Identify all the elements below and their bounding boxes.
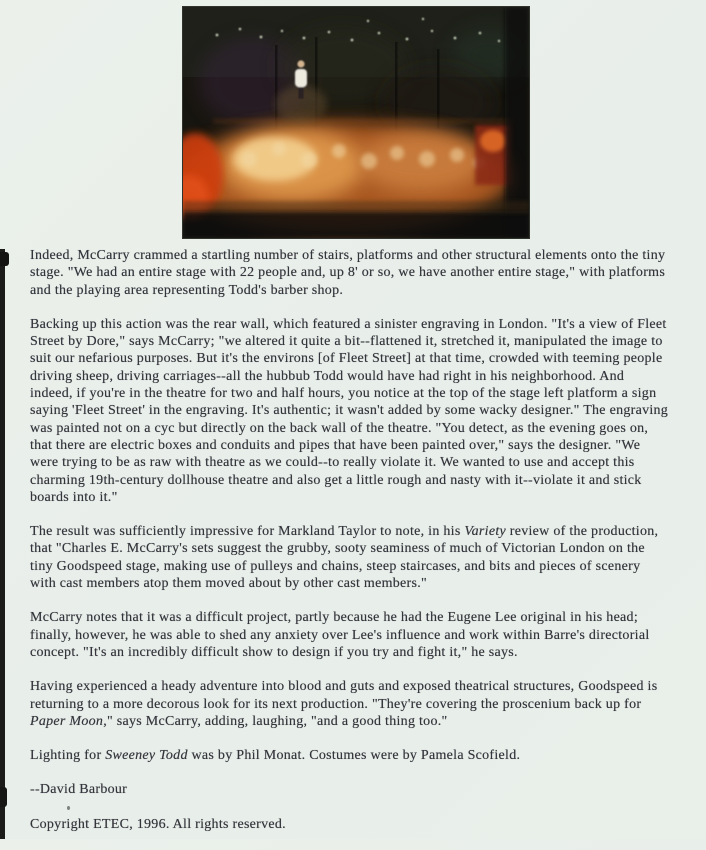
show-title-paper-moon: Paper Moon [30, 713, 104, 729]
text-line: Backing up this action was the rear wall, which featured a sinister engraving in London. "It's a view of Fleet [30, 316, 667, 332]
paragraph-5 [30, 678, 698, 730]
paragraph-4 [30, 609, 698, 661]
text-line: finally, however, he was able to shed any anxiety over Lee's influence and work within Barre's directorial [30, 627, 650, 643]
text-line: Having experienced a heady adventure into blood and guts and exposed theatrical structures, Goodspeed is [30, 679, 658, 695]
text-line: indeed, if you're in the theatre for two and half hours, you notice at the top of the stage left platform a sign [30, 386, 657, 402]
text-line: was painted not on a cyc but directly on the back wall of the theatre. "You detect, as the evening goes on, [30, 420, 649, 436]
text-line: Indeed, McCarry crammed a startling number of stairs, platforms and other structural elements onto the tiny [30, 248, 666, 263]
byline [30, 781, 698, 798]
article-text [30, 247, 698, 850]
text-line: stage. "We had an entire stage with 22 people and, up 8' or so, we have another entire stage," with platforms [30, 265, 666, 281]
text-line: saying 'Fleet Street' in the engraving. It's authentic; it wasn't added by some wacky designer." The engraving [30, 403, 669, 419]
text-segment: ," says McCarry, adding, laughing, "and a good thing too." [103, 713, 448, 729]
text-line: charming 19th-century dollhouse theatre and also get a little rough and nasty with it--violate it and stick [30, 472, 642, 488]
text-line: were trying to be as raw with theatre as we could--to really violate it. We wanted to use and accept this [30, 455, 635, 471]
text-line: McCarry notes that it was a difficult project, partly because he had the Eugene Lee original in his head; [30, 610, 639, 626]
text-line [30, 747, 698, 764]
text-line: --David Barbour [30, 782, 128, 798]
text-line: driving sheep, driving carriages--all the hubbub Todd would have had right in his neighborhood. And [30, 368, 625, 384]
text-line: concept. "It's an incredibly difficult show to design if you try and fight it," he says. [30, 644, 518, 660]
text-line: that "Charles E. McCarry's sets suggest the grubby, sooty seaminess of much of Victorian London on the [30, 541, 645, 557]
scan-artifact-blob-top [0, 252, 9, 266]
text-segment: review of the production, [506, 524, 659, 540]
text-segment: The result was sufficiently impressive for Markland Taylor to note, in his [30, 524, 465, 540]
show-title-sweeney-todd: Sweeney Todd [105, 748, 188, 764]
scan-speck [67, 806, 70, 810]
paragraph-1 [30, 247, 698, 299]
text-line: boards into it." [30, 489, 118, 505]
text-line [30, 713, 698, 730]
text-line: returning to a more decorous look for its next production. "They're covering the proscenium back up for [30, 696, 642, 712]
paragraph-2 [30, 316, 698, 506]
text-line: with cast members atop them moved about by other cast members." [30, 576, 427, 592]
text-line: Street by Dore," says McCarry; "we altered it quite a bit--flattened it, stretched it, manipulated the image to [30, 334, 663, 350]
stage-photo-graphic [183, 7, 529, 238]
scan-artifact-left-edge [0, 249, 5, 839]
text-line: tiny Goodspeed stage, making use of pulleys and chains, steep staircases, and bits and pieces of scenery [30, 558, 641, 574]
paragraph-3 [30, 523, 698, 592]
copyright-line [30, 816, 698, 833]
text-segment: Lighting for [30, 748, 106, 764]
text-line: suit our nefarious purposes. But it's the environs [of Fleet Street] at that time, crowded with teeming people [30, 351, 663, 367]
text-line: and the playing area representing Todd's barber shop. [30, 282, 344, 298]
text-line: Copyright ETEC, 1996. All rights reserved. [30, 816, 286, 832]
publication-title-variety: Variety [464, 524, 506, 540]
text-segment: was by Phil Monat. Costumes were by Pamela Scofield. [187, 748, 521, 764]
production-photo [182, 6, 530, 239]
text-line [30, 523, 698, 540]
text-line: that there are electric boxes and conduits and pipes that have been painted over," says the designer. "We [30, 437, 641, 453]
scan-artifact-blob-bottom [0, 787, 7, 807]
paragraph-credits [30, 747, 698, 764]
